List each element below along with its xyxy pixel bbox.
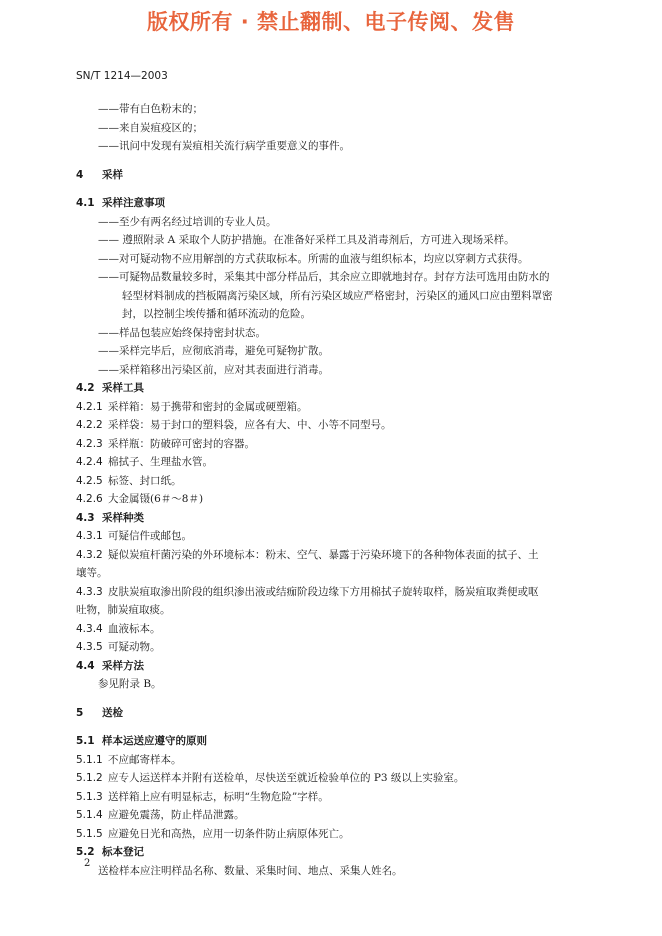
list-item-continuation: 轻型材料制成的挡板隔离污染区域，所有污染区域应严格密封，污染区的通风口应由塑料罩密 — [122, 289, 553, 302]
clause-continuation: 吐物，肺炭疽取痰。 — [76, 604, 171, 616]
clause-4-2-4 — [76, 453, 592, 472]
section-title: 采样方法 — [102, 659, 144, 672]
clause-text: 可疑信件或邮包。 — [108, 530, 192, 542]
clause-number: 5.1.4 — [76, 809, 103, 821]
clause-4-2-1 — [76, 398, 592, 417]
list-item-continuation: 封，以控制尘埃传播和循环流动的危险。 — [122, 308, 311, 320]
section-number: 4.4 — [76, 659, 95, 672]
clause-continuation: 壤等。 — [76, 567, 108, 579]
list-item: ——至少有两名经过培训的专业人员。 — [98, 215, 277, 228]
clause-number: 4.3.5 — [76, 641, 103, 653]
clause-number: 4.2.6 — [76, 493, 103, 505]
list-item: ——采样箱移出污染区前，应对其表面进行消毒。 — [98, 363, 329, 376]
clause-text: 棉拭子、生理盐水管。 — [108, 456, 213, 468]
list-item: ——对可疑动物不应用解剖的方式获取标本。所需的血液与组织标本，均应以穿刺方式获得。 — [98, 252, 529, 265]
clause-text: 可疑动物。 — [108, 641, 161, 653]
list-item: ——讯问中发现有炭疽相关流行病学重要意义的事件。 — [98, 140, 350, 152]
clause-text: 采样袋：易于封口的塑料袋，应各有大、中、小等不同型号。 — [108, 419, 392, 431]
section-number: 4 — [76, 168, 84, 181]
section-heading-4-3 — [76, 509, 592, 528]
section-title: 采样种类 — [102, 511, 144, 524]
clause-text: 疑似炭疽杆菌污染的外环境标本：粉末、空气、暴露于污染环境下的各种物体表面的拭子、土 — [108, 548, 539, 561]
clause-4-2-5 — [76, 472, 592, 491]
clause-number: 4.2.1 — [76, 400, 103, 413]
section-heading-4-4 — [76, 657, 592, 676]
clause-5-1-2 — [76, 769, 592, 788]
clause-number: 4.3.4 — [76, 622, 103, 635]
clause-text: 采样瓶：防破碎可密封的容器。 — [108, 437, 255, 450]
paragraph: 参见附录 B。 — [98, 678, 162, 690]
document-body — [76, 100, 592, 880]
standard-code-header: SN/T 1214—2003 — [76, 70, 168, 82]
paragraph: 送检样本应注明样品名称、数量、采集时间、地点、采集人姓名。 — [98, 864, 403, 877]
list-item: ——带有白色粉末的； — [98, 103, 203, 115]
clause-text: 血液标本。 — [108, 622, 161, 635]
section-number: 4.2 — [76, 382, 95, 394]
clause-4-3-4 — [76, 620, 592, 639]
list-item: ——可疑物品数量较多时，采集其中部分样品后，其余应立即就地封存。封存方法可选用由防水的 — [98, 271, 550, 283]
clause-4-3-5 — [76, 638, 592, 657]
clause-number: 4.2.2 — [76, 419, 103, 431]
section-title: 采样注意事项 — [102, 197, 165, 209]
clause-5-1-4 — [76, 806, 592, 825]
section-heading-5-2 — [76, 843, 592, 862]
clause-text: 皮肤炭疽取渗出阶段的组织渗出液或结痂阶段边缘下方用棉拭子旋转取样，肠炭疽取粪便或呕 — [108, 585, 539, 598]
clause-text: 送样箱上应有明显标志，标明“生物危险”字样。 — [108, 790, 329, 803]
clause-4-3-3 — [76, 583, 592, 602]
clause-text: 采样箱：易于携带和密封的金属或硬塑箱。 — [108, 400, 308, 413]
clause-number: 4.2.5 — [76, 474, 103, 487]
section-title: 采样 — [102, 168, 123, 181]
clause-number: 4.3.3 — [76, 585, 103, 598]
section-title: 送检 — [102, 706, 123, 719]
clause-number: 4.3.2 — [76, 548, 103, 561]
section-number: 4.1 — [76, 197, 95, 209]
clause-number: 4.3.1 — [76, 530, 103, 542]
clause-4-2-3 — [76, 435, 592, 454]
clause-number: 5.1.5 — [76, 827, 103, 840]
list-item: —— 遵照附录 A 采取个人防护措施。在准备好采样工具及消毒剂后，方可进入现场采样。 — [98, 234, 515, 246]
copyright-watermark: 版权所有 · 禁止翻制、电子传阅、发售 — [146, 10, 516, 34]
section-heading-4 — [76, 166, 592, 185]
section-number: 5.2 — [76, 846, 95, 858]
clause-text: 大金属镊(6＃～8＃) — [108, 493, 204, 505]
section-heading-5-1 — [76, 732, 592, 751]
section-heading-4-2 — [76, 379, 592, 398]
section-number: 5 — [76, 706, 84, 719]
clause-4-3-1 — [76, 527, 592, 546]
list-item: ——来自炭疽疫区的； — [98, 121, 203, 134]
clause-text: 标签、封口纸。 — [108, 474, 182, 487]
clause-4-2-6 — [76, 490, 592, 509]
clause-text: 应避免震荡，防止样品泄露。 — [108, 809, 245, 821]
list-item: ——样品包装应始终保持密封状态。 — [98, 326, 266, 339]
clause-4-3-2 — [76, 546, 592, 565]
section-title: 样本运送应遵守的原则 — [102, 735, 207, 747]
clause-number: 5.1.2 — [76, 772, 103, 784]
clause-text: 不应邮寄样本。 — [108, 753, 182, 766]
clause-text: 应专人运送样本并附有送检单，尽快送至就近检验单位的 P3 级以上实验室。 — [108, 772, 465, 784]
clause-text: 应避免日光和高热，应用一切条件防止病原体死亡。 — [108, 827, 350, 840]
clause-5-1-5 — [76, 825, 592, 844]
section-title: 标本登记 — [102, 846, 144, 858]
section-number: 4.3 — [76, 511, 95, 524]
page-number: 2 — [84, 858, 91, 869]
clause-number: 4.2.4 — [76, 456, 103, 468]
section-number: 5.1 — [76, 735, 95, 747]
section-heading-5 — [76, 704, 592, 723]
clause-number: 5.1.3 — [76, 790, 103, 803]
clause-number: 4.2.3 — [76, 437, 103, 450]
section-heading-4-1 — [76, 194, 592, 213]
list-item: ——采样完毕后，应彻底消毒，避免可疑物扩散。 — [98, 345, 329, 357]
clause-5-1-1 — [76, 751, 592, 770]
clause-5-1-3 — [76, 788, 592, 807]
section-title: 采样工具 — [102, 382, 144, 394]
clause-4-2-2 — [76, 416, 592, 435]
clause-number: 5.1.1 — [76, 753, 103, 766]
